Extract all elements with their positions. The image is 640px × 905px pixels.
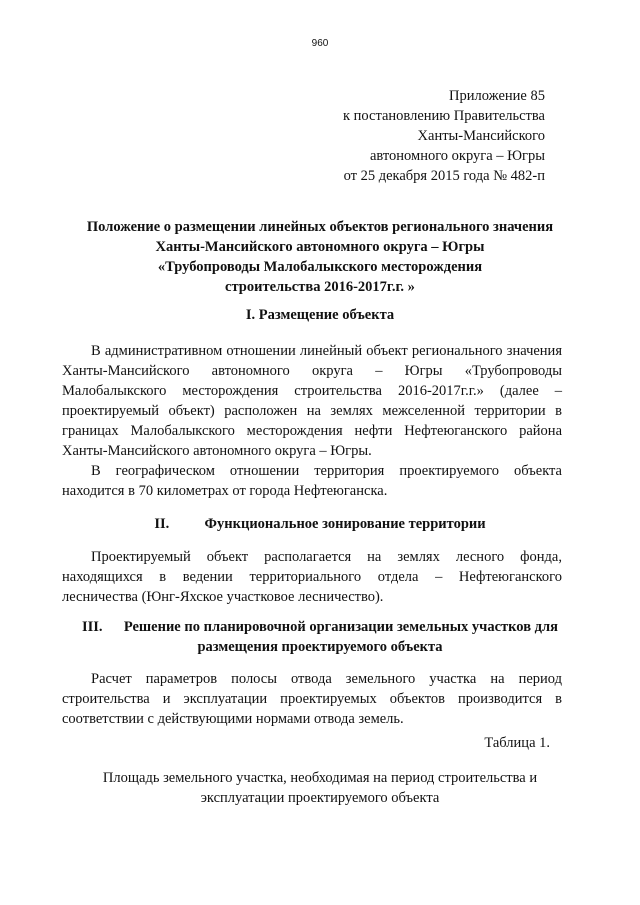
appendix-reference: [343, 86, 545, 186]
table-label: Таблица 1.: [484, 735, 550, 751]
page-number: 960: [311, 38, 329, 49]
caption-line: Площадь земельного участка, необходимая на период строительства и: [102, 770, 538, 786]
table-caption: [0, 768, 640, 808]
section-1-heading: I. Размещение объекта: [245, 307, 395, 323]
section-title-line: Решение по планировочной организации земельных участков для: [123, 619, 558, 635]
title-line: Ханты-Мансийского автономного округа – Югры: [155, 239, 485, 255]
section-number: III.: [82, 619, 103, 635]
appendix-line: от 25 декабря 2015 года № 482-п: [343, 168, 545, 184]
appendix-line: Приложение 85: [449, 88, 545, 104]
caption-line: эксплуатации проектируемого объекта: [200, 790, 440, 806]
section-number: II.: [154, 516, 170, 532]
paragraph: Проектируемый объект располагается на землях лесного фонда, находящихся в ведении территориального отдела – Нефтеюганского лесничества (Юнг-Яхское участковое лесничество).: [62, 549, 562, 605]
paragraph: В административном отношении линейный объект регионального значения Ханты-Мансийского автономного округа – Югры «Трубопроводы Малобалыкского месторождения строительства 2016-2017г.г.» (далее – проектируемый объект) расположен на землях межселенной территории в границах Малобалыкского месторождения нефти Нефтеюганского района Ханты-Мансийского автономного округа – Югры.: [62, 343, 562, 459]
paragraph: В географическом отношении территория проектируемого объекта находится в 70 километрах от города Нефтеюганска.: [62, 463, 562, 499]
appendix-line: автономного округа – Югры: [369, 148, 545, 164]
section-title: Функциональное зонирование территории: [204, 516, 486, 532]
section-1-body: [62, 341, 562, 501]
section-2-body: [62, 547, 562, 607]
paragraph: Расчет параметров полосы отвода земельного участка на период строительства и эксплуатации проектируемых объектов производится в соответствии с действующими нормами отвода земель.: [62, 671, 562, 727]
section-3-body: [62, 669, 562, 729]
document-title: [0, 217, 640, 297]
section-3-heading: [0, 617, 640, 657]
appendix-line: Ханты-Мансийского: [417, 128, 545, 144]
section-2-heading: [0, 514, 640, 534]
section-title-line: размещения проектируемого объекта: [197, 639, 443, 655]
title-line: строительства 2016-2017г.г. »: [225, 279, 415, 295]
title-line: Положение о размещении линейных объектов регионального значения: [86, 219, 554, 235]
title-line: «Трубопроводы Малобалыкского месторождения: [157, 259, 483, 275]
appendix-line: к постановлению Правительства: [343, 108, 545, 124]
